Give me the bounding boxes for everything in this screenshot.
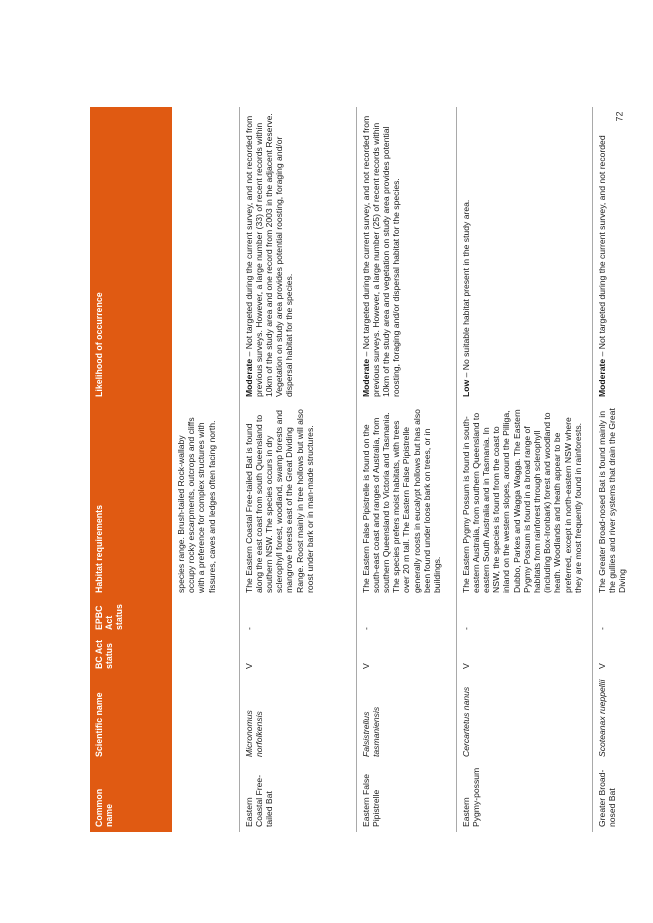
cell-bc-status: V (596, 663, 607, 669)
cell-bc-status: V (239, 635, 356, 674)
cell-habitat: The Eastern False Pipistrelle is found on the south-east coast and ranges of Australia, from southern Queensland to Victoria and Tasmania. The species prefers moist habitats, with trees over 20 m tall. The Eastern False Pipistrelle generally roosts in eucalypt hollows but has also been found under loose bark on trees, or in buildings. (356, 402, 456, 598)
cell-likelihood (239, 107, 356, 402)
table-header-row (90, 107, 172, 832)
cell-common-name: Eastern Pygmy-possum (456, 762, 592, 832)
cell-common-name: Greater Broad-nosed Bat (596, 769, 617, 827)
cell-common-name: Eastern Coastal Free-tailed Bat (239, 762, 356, 832)
likelihood-detail: – Not targeted during the current survey, and not recorded from previous surveys. However, a large number (33) of recent records within 10km of the study area and one record from 2003 in the adjacent Reserve. Vegetation on study area provides potential roosting, foraging and/or dispersal habitat for the species. (243, 113, 295, 397)
header-bc-act-status: BC Act status (90, 635, 172, 674)
likelihood-rating: Moderate (360, 358, 371, 397)
cell-likelihood (172, 107, 239, 402)
table-row (456, 107, 592, 832)
cell-scientific-name: Cercartetus nanus (456, 674, 592, 762)
cell-bc-status: V (356, 635, 456, 674)
header-habitat-requirements: Habitat requirements (90, 402, 172, 598)
cell-bc-status: V (456, 635, 592, 674)
cell-epbc-status: - (456, 598, 592, 635)
likelihood-detail: – Not targeted during the current survey, and not recorded (596, 135, 607, 359)
cell-epbc-status (172, 598, 239, 635)
header-common-name: Common name (90, 762, 172, 832)
cell-epbc-status: - (356, 598, 456, 635)
header-scientific-name: Scientific name (90, 674, 172, 762)
table-row (592, 107, 646, 832)
species-table (90, 107, 646, 832)
cell-habitat: The Greater Broad-nosed Bat is found mainly in the gullies and river systems that drain the Great Diving (596, 408, 627, 593)
likelihood-rating: Moderate (596, 358, 607, 397)
cell-scientific-name (172, 674, 239, 762)
likelihood-detail: – No suitable habitat present in the study area. (460, 199, 471, 380)
cell-scientific-name: Micronomus norfolkensis (239, 674, 356, 762)
likelihood-rating: Low (460, 379, 471, 397)
cell-likelihood (356, 107, 456, 402)
cell-likelihood (456, 107, 592, 402)
cell-habitat: species range. Brush-tailed Rock-wallaby occupy rocky escarpments, outcrops and cliffs with a preference for complex structures with fissures, caves and ledges often facing north. (172, 402, 239, 598)
table-row (356, 107, 456, 832)
likelihood-detail: – Not targeted during the current survey, and not recorded from previous surveys. However, a large number (25) of recent records within 10km of the study area and vegetation on study area provides potential roosting, foraging and/or dispersal habitat for the species. (360, 115, 402, 397)
cell-common-name: Eastern False Pipistrelle (356, 762, 456, 832)
table-row (239, 107, 356, 832)
cell-habitat: The Eastern Pygmy Possum is found in south-eastern Australia, from southern Queensland to eastern South Australia and in Tasmania. In NSW, the species is found from the coast to inland on the western slopes, around the Pilliga, Dubbo, Parkes and Wagga Wagga. The Eastern Pygmy Possum is found in a broad range of habitats from rainforest through sclerophyll (including Box-Ironbark) forest and woodland to heath. Woodlands and heath appear to be preferred, except in north-eastern NSW where they are most frequently found in rainforests. (456, 402, 592, 598)
table-row (172, 107, 239, 832)
header-epbc-act-status: EPBC Act status (90, 598, 172, 635)
cell-habitat: The Eastern Coastal Free-tailed Bat is found along the east coast from south Queensland to southern NSW. The species occurs in dry sclerophyll forest, woodland, swamp forests and mangrove forests east of the Great Dividing Range. Roost mainly in tree hollows but will also roost under bark or in man-made structures. (239, 402, 356, 598)
cell-likelihood (592, 107, 646, 402)
cell-scientific-name: Scoteanax rueppellii (596, 679, 607, 757)
cell-common-name (172, 762, 239, 832)
rotated-table-container (90, 107, 646, 832)
cell-bc-status (172, 635, 239, 674)
cell-scientific-name: Falsistrellus tasmaniensis (356, 674, 456, 762)
page-number: 72 (614, 111, 625, 122)
cell-epbc-status: - (239, 598, 356, 635)
likelihood-rating: Moderate (243, 358, 254, 397)
header-likelihood-of-occurrence: Likelihood of occurrence (90, 107, 172, 402)
cell-epbc-status: - (596, 627, 607, 630)
